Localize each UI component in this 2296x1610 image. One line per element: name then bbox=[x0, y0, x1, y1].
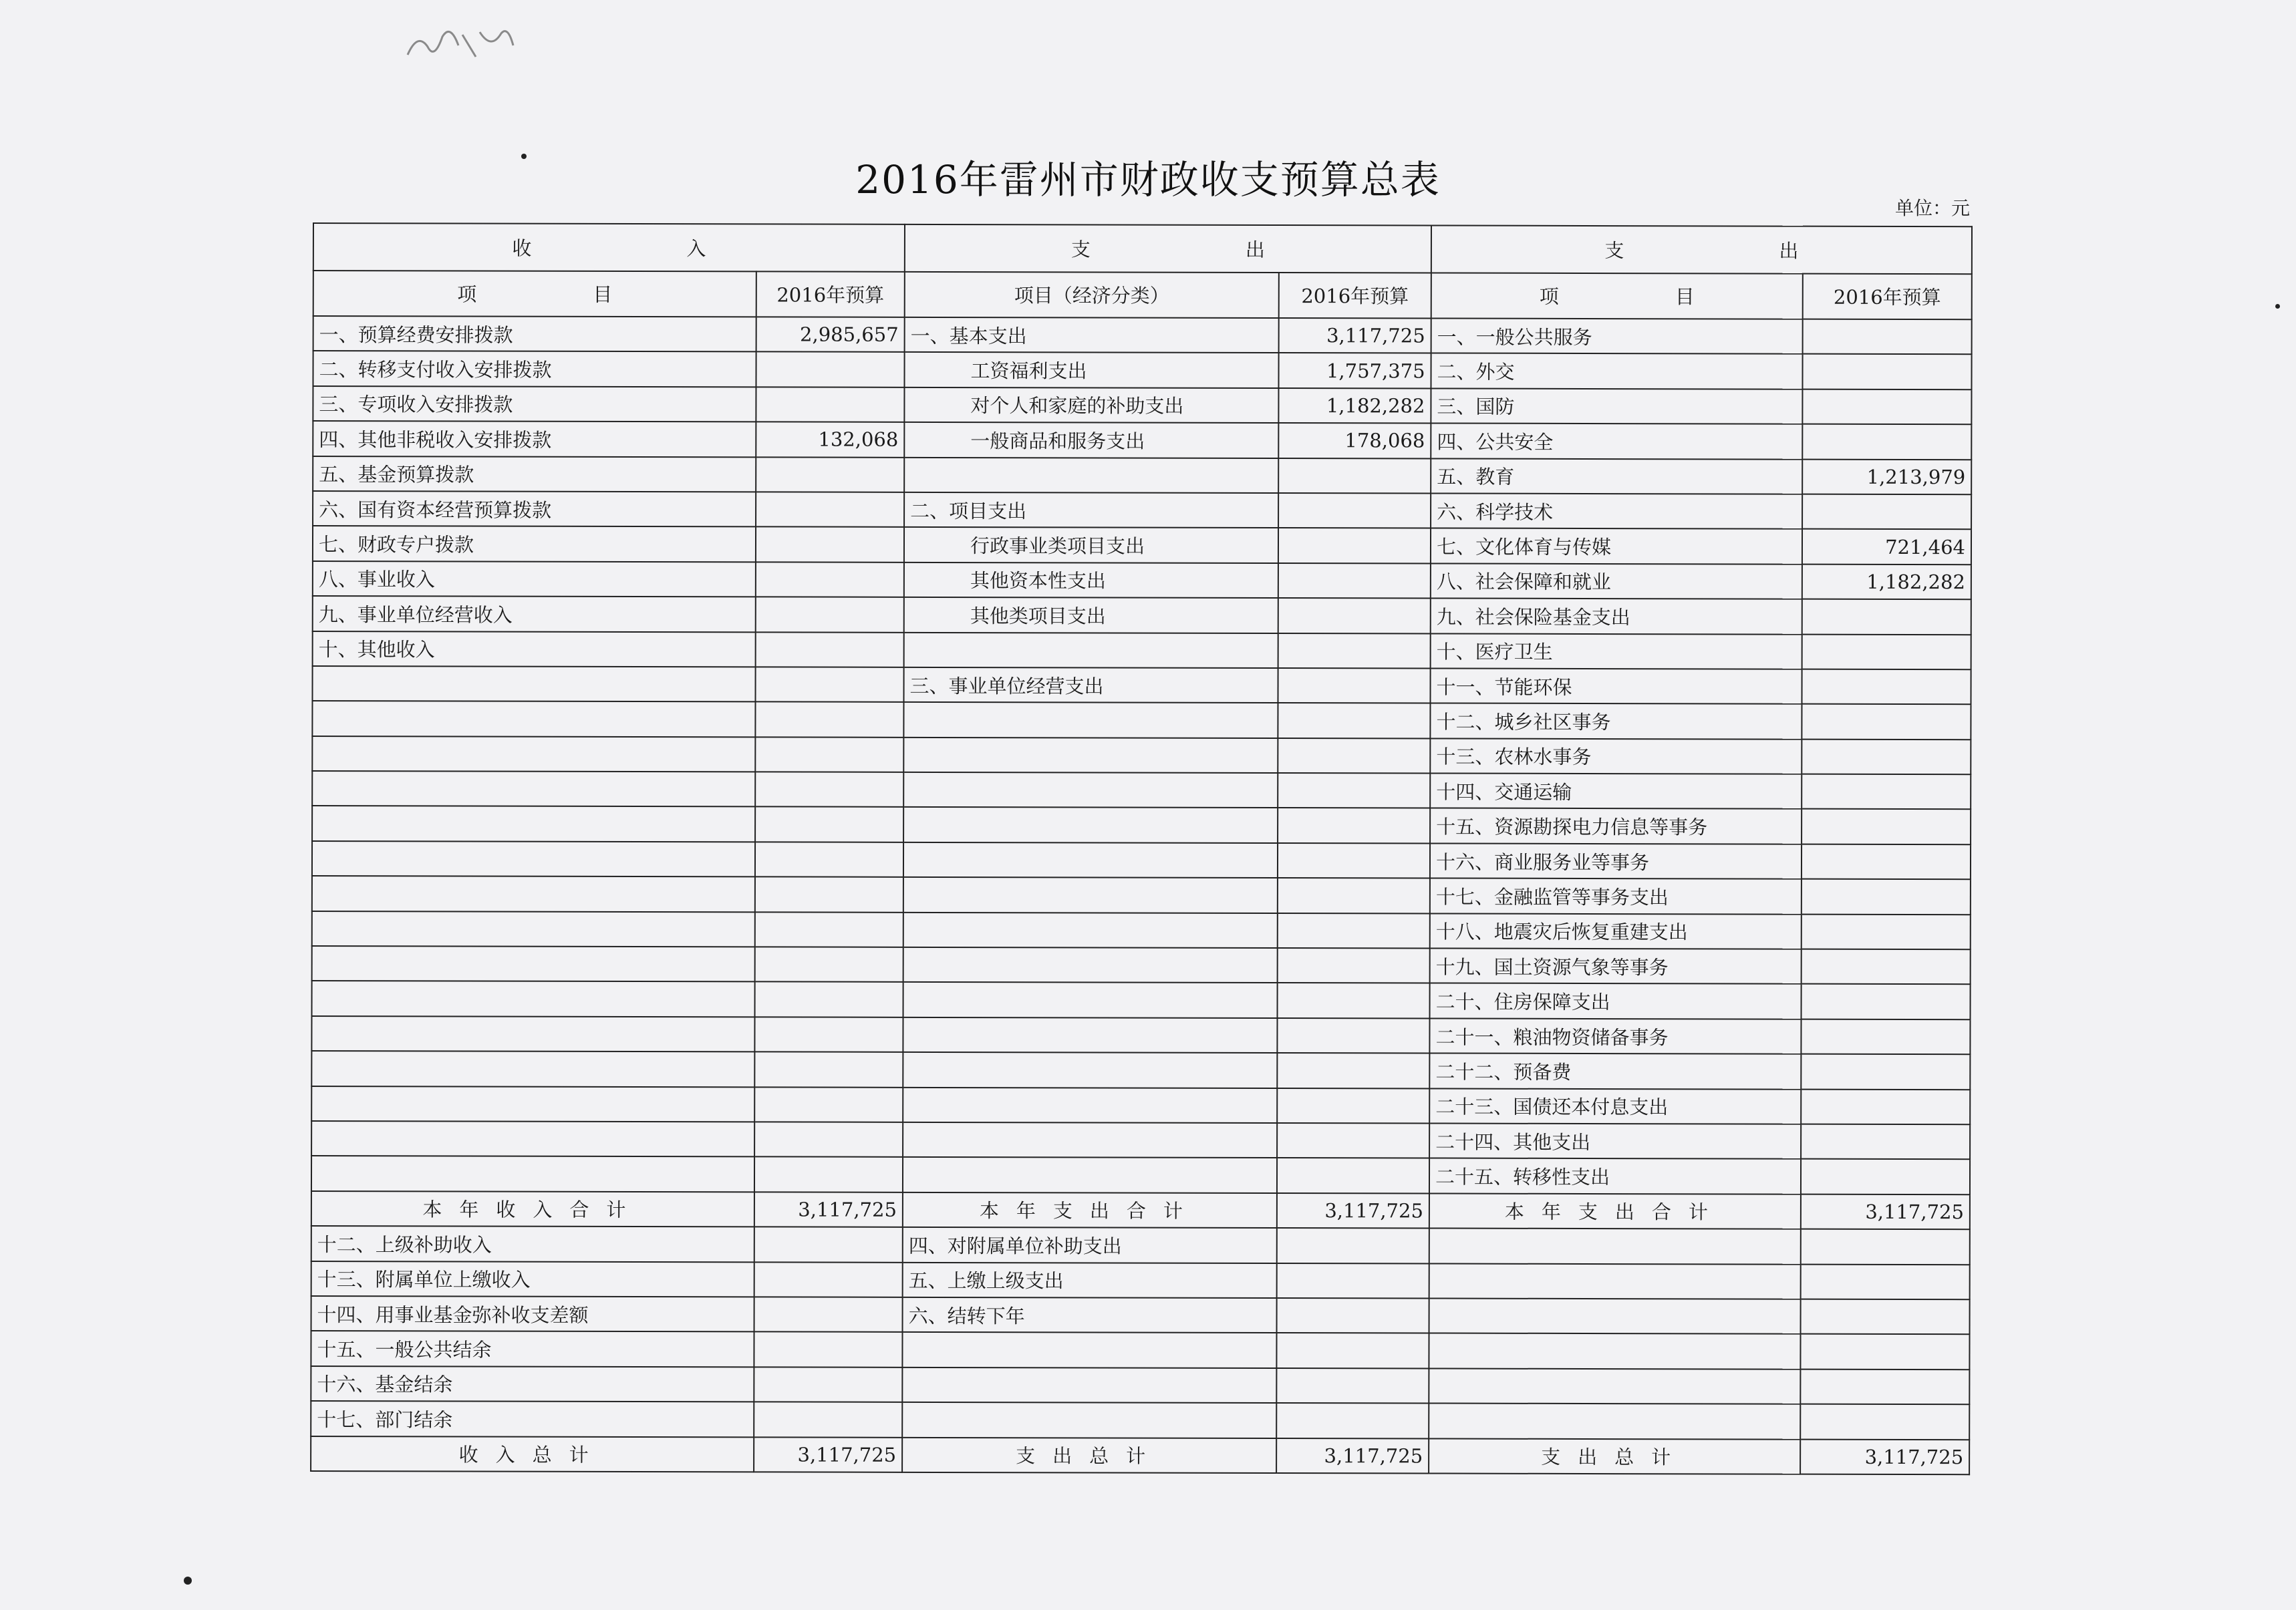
table-row bbox=[313, 421, 1971, 460]
income-item-cell: 十二、上级补助收入 bbox=[311, 1226, 754, 1262]
econ-amount-cell bbox=[1278, 983, 1430, 1018]
income-amount-cell bbox=[755, 982, 903, 1017]
table-row bbox=[312, 701, 1971, 740]
grand-expense-total-amount: 3,117,725 bbox=[1276, 1438, 1429, 1474]
econ-item-cell bbox=[903, 913, 1278, 949]
func-amount-cell bbox=[1800, 1334, 1969, 1370]
econ-amount-cell: 1,182,282 bbox=[1278, 388, 1431, 424]
econ-amount-cell bbox=[1278, 913, 1430, 949]
econ-item-cell bbox=[903, 947, 1278, 983]
income-amount-cell bbox=[754, 1017, 903, 1052]
econ-item-cell bbox=[903, 1122, 1277, 1158]
table-row bbox=[311, 1086, 1970, 1125]
income-item-cell: 三、专项收入安排拨款 bbox=[313, 386, 756, 422]
econ-item-cell: 一、基本支出 bbox=[905, 317, 1279, 353]
func-item-cell bbox=[1429, 1229, 1801, 1265]
func-item-cell: 二十四、其他支出 bbox=[1429, 1124, 1801, 1160]
econ-amount-cell bbox=[1277, 1018, 1429, 1054]
func-item-cell: 十、医疗卫生 bbox=[1431, 633, 1802, 669]
econ-item-cell bbox=[902, 1367, 1276, 1404]
table-row bbox=[312, 981, 1971, 1019]
grand-total-row bbox=[311, 1436, 1969, 1475]
handwritten-note bbox=[401, 20, 521, 67]
col-econ-amount: 2016年预算 bbox=[1279, 273, 1431, 319]
income-item-cell bbox=[312, 701, 755, 737]
income-amount-cell bbox=[756, 527, 904, 562]
grand-expense-total-label: 支出总计 bbox=[902, 1437, 1276, 1473]
econ-amount-cell bbox=[1276, 1333, 1429, 1368]
table-row bbox=[313, 456, 1971, 495]
year-income-total-amount: 3,117,725 bbox=[754, 1192, 903, 1227]
table-row bbox=[312, 946, 1971, 985]
grand-income-total-amount: 3,117,725 bbox=[754, 1437, 902, 1472]
func-amount-cell bbox=[1803, 319, 1972, 355]
table-row bbox=[311, 1226, 1970, 1265]
func-item-cell: 二十三、国债还本付息支出 bbox=[1429, 1088, 1801, 1124]
income-item-cell bbox=[312, 911, 755, 947]
func-item-cell: 六、科学技术 bbox=[1431, 493, 1802, 529]
income-item-cell: 十、其他收入 bbox=[313, 631, 756, 667]
table-row bbox=[313, 526, 1971, 565]
income-item-cell: 四、其他非税收入安排拨款 bbox=[313, 421, 756, 457]
econ-amount-cell bbox=[1277, 1263, 1429, 1299]
income-amount-cell bbox=[756, 457, 904, 492]
func-amount-cell bbox=[1801, 1019, 1970, 1054]
income-item-cell: 十三、附属单位上缴收入 bbox=[311, 1261, 754, 1297]
expense-econ-group-header: 支 出 bbox=[905, 224, 1431, 273]
expense-func-group-header: 支 出 bbox=[1431, 226, 1972, 274]
func-item-cell: 一、一般公共服务 bbox=[1431, 319, 1803, 355]
func-amount-cell bbox=[1803, 354, 1972, 389]
econ-item-cell: 六、结转下年 bbox=[903, 1297, 1277, 1333]
income-item-cell bbox=[311, 1121, 754, 1157]
income-item-cell bbox=[312, 666, 755, 702]
income-amount-cell bbox=[756, 632, 904, 667]
func-item-cell: 十一、节能环保 bbox=[1431, 668, 1802, 704]
grand-func-total-amount: 3,117,725 bbox=[1800, 1439, 1969, 1474]
income-item-cell bbox=[312, 946, 755, 982]
func-amount-cell bbox=[1802, 844, 1971, 880]
income-item-cell: 十五、一般公共结余 bbox=[311, 1331, 754, 1367]
func-amount-cell bbox=[1802, 914, 1971, 949]
econ-item-cell bbox=[903, 772, 1278, 808]
col-income-amount: 2016年预算 bbox=[756, 271, 905, 317]
econ-item-cell bbox=[903, 807, 1278, 843]
func-item-cell bbox=[1429, 1368, 1800, 1404]
income-amount-cell bbox=[754, 1052, 903, 1088]
func-item-cell: 五、教育 bbox=[1431, 458, 1802, 494]
econ-item-cell bbox=[902, 1402, 1276, 1438]
func-item-cell: 二、外交 bbox=[1431, 353, 1803, 389]
income-item-cell: 八、事业收入 bbox=[313, 561, 756, 597]
income-item-cell bbox=[311, 1086, 754, 1122]
year-total-row bbox=[311, 1191, 1970, 1230]
table-row bbox=[313, 631, 1971, 670]
econ-amount-cell bbox=[1277, 1088, 1429, 1124]
func-item-cell: 二十五、转移性支出 bbox=[1429, 1158, 1801, 1194]
income-item-cell bbox=[312, 771, 755, 807]
income-amount-cell bbox=[756, 352, 904, 387]
func-amount-cell bbox=[1802, 704, 1971, 740]
econ-amount-cell: 1,757,375 bbox=[1278, 353, 1431, 388]
func-amount-cell bbox=[1802, 879, 1971, 915]
income-amount-cell bbox=[755, 807, 903, 842]
func-amount-cell bbox=[1801, 1159, 1970, 1194]
func-amount-cell bbox=[1802, 424, 1971, 460]
econ-amount-cell bbox=[1278, 808, 1430, 844]
econ-amount-cell bbox=[1277, 1123, 1429, 1158]
econ-item-cell: 其他类项目支出 bbox=[904, 597, 1278, 633]
income-item-cell bbox=[311, 1051, 754, 1087]
income-amount-cell bbox=[755, 947, 903, 982]
func-amount-cell bbox=[1802, 774, 1971, 810]
year-func-total-amount: 3,117,725 bbox=[1801, 1194, 1970, 1229]
func-amount-cell bbox=[1802, 634, 1971, 669]
income-amount-cell: 132,068 bbox=[756, 422, 904, 458]
econ-item-cell bbox=[903, 738, 1278, 774]
econ-amount-cell bbox=[1276, 1403, 1429, 1438]
table-row bbox=[311, 1401, 1969, 1440]
table-row bbox=[312, 736, 1971, 775]
header-column-row bbox=[313, 271, 1972, 320]
econ-amount-cell bbox=[1278, 458, 1431, 494]
income-item-cell bbox=[312, 806, 755, 842]
func-item-cell: 二十、住房保障支出 bbox=[1430, 983, 1802, 1019]
col-func-amount: 2016年预算 bbox=[1803, 273, 1972, 319]
econ-amount-cell bbox=[1278, 738, 1430, 774]
income-item-cell bbox=[312, 876, 755, 912]
econ-item-cell: 三、事业单位经营支出 bbox=[904, 667, 1278, 703]
func-amount-cell bbox=[1800, 1404, 1969, 1440]
header-group-row bbox=[313, 223, 1972, 274]
econ-amount-cell bbox=[1277, 1053, 1429, 1088]
income-item-cell bbox=[312, 736, 755, 772]
income-amount-cell bbox=[755, 842, 903, 877]
income-amount-cell bbox=[755, 912, 903, 947]
scan-speck bbox=[2275, 304, 2280, 309]
econ-amount-cell bbox=[1278, 773, 1430, 808]
econ-item-cell bbox=[903, 877, 1278, 913]
grand-func-total-label: 支出总计 bbox=[1429, 1438, 1800, 1474]
func-item-cell: 七、文化体育与传媒 bbox=[1431, 528, 1802, 565]
econ-item-cell bbox=[903, 1052, 1277, 1088]
econ-amount-cell bbox=[1278, 878, 1430, 913]
income-item-cell: 五、基金预算拨款 bbox=[313, 456, 756, 492]
econ-item-cell: 对个人和家庭的补助支出 bbox=[904, 387, 1278, 424]
econ-item-cell bbox=[903, 702, 1278, 738]
income-amount-cell bbox=[754, 1087, 903, 1122]
income-amount-cell bbox=[756, 597, 904, 633]
func-amount-cell: 1,213,979 bbox=[1802, 459, 1971, 494]
func-item-cell bbox=[1429, 1263, 1801, 1299]
income-amount-cell bbox=[754, 1157, 903, 1192]
econ-item-cell bbox=[903, 1157, 1277, 1193]
econ-amount-cell: 3,117,725 bbox=[1279, 318, 1431, 353]
econ-item-cell bbox=[904, 632, 1278, 668]
income-amount-cell bbox=[754, 1402, 902, 1438]
econ-amount-cell bbox=[1276, 1368, 1429, 1404]
table-row bbox=[312, 876, 1971, 915]
table-row bbox=[311, 1261, 1970, 1300]
table-row bbox=[313, 596, 1971, 635]
income-amount-cell bbox=[754, 1227, 903, 1263]
econ-item-cell bbox=[903, 982, 1278, 1018]
econ-item-cell: 二、项目支出 bbox=[904, 492, 1278, 528]
econ-amount-cell bbox=[1278, 633, 1431, 669]
income-item-cell bbox=[312, 841, 755, 877]
income-amount-cell bbox=[754, 1297, 903, 1332]
econ-amount-cell bbox=[1277, 1298, 1429, 1333]
table-row bbox=[313, 351, 1971, 389]
table-row bbox=[312, 806, 1971, 844]
econ-amount-cell bbox=[1278, 668, 1431, 703]
func-item-cell: 十六、商业服务业等事务 bbox=[1430, 843, 1802, 879]
table-row bbox=[312, 771, 1971, 810]
income-amount-cell bbox=[755, 772, 903, 807]
econ-item-cell: 其他资本性支出 bbox=[904, 562, 1278, 599]
income-item-cell: 七、财政专户拨款 bbox=[313, 526, 756, 562]
table-row bbox=[311, 1016, 1970, 1055]
func-amount-cell bbox=[1801, 1054, 1970, 1090]
econ-item-cell bbox=[903, 842, 1278, 878]
econ-item-cell bbox=[902, 1332, 1276, 1368]
income-amount-cell bbox=[754, 1332, 902, 1367]
budget-table bbox=[310, 222, 1973, 1475]
table-row bbox=[312, 666, 1971, 705]
func-item-cell bbox=[1429, 1333, 1800, 1370]
econ-amount-cell bbox=[1278, 528, 1431, 563]
func-amount-cell: 1,182,282 bbox=[1802, 564, 1971, 599]
income-item-cell: 十六、基金结余 bbox=[311, 1366, 754, 1402]
income-amount-cell bbox=[756, 562, 904, 597]
income-group-header: 收 入 bbox=[313, 223, 905, 271]
col-income-item: 项 目 bbox=[313, 271, 756, 317]
income-item-cell: 六、国有资本经营预算拨款 bbox=[313, 491, 756, 527]
table-row bbox=[313, 386, 1971, 425]
func-amount-cell bbox=[1802, 949, 1971, 985]
func-item-cell: 十四、交通运输 bbox=[1430, 774, 1802, 810]
func-item-cell: 十三、农林水事务 bbox=[1430, 738, 1802, 774]
econ-item-cell bbox=[904, 457, 1278, 493]
func-item-cell: 十七、金融监管等事务支出 bbox=[1430, 878, 1802, 915]
income-amount-cell bbox=[755, 702, 903, 738]
income-item-cell bbox=[311, 1156, 754, 1192]
func-item-cell bbox=[1429, 1298, 1801, 1334]
income-amount-cell bbox=[755, 737, 903, 772]
func-amount-cell bbox=[1802, 739, 1971, 774]
econ-item-cell bbox=[903, 1087, 1277, 1123]
col-func-item: 项 目 bbox=[1431, 273, 1803, 319]
income-item-cell: 十四、用事业基金弥补收支差额 bbox=[311, 1296, 754, 1332]
table-row bbox=[311, 1331, 1969, 1370]
econ-amount-cell bbox=[1277, 1158, 1429, 1193]
econ-item-cell: 四、对附属单位补助支出 bbox=[903, 1227, 1277, 1263]
table-row bbox=[311, 1051, 1970, 1090]
year-expense-total-label: 本年支出合计 bbox=[903, 1192, 1277, 1229]
income-item-cell: 二、转移支付收入安排拨款 bbox=[313, 351, 756, 387]
func-amount-cell bbox=[1802, 494, 1971, 530]
col-econ-item: 项目（经济分类） bbox=[905, 271, 1279, 318]
table-row bbox=[311, 1121, 1970, 1160]
func-amount-cell bbox=[1801, 1229, 1970, 1265]
func-item-cell: 二十一、粮油物资储备事务 bbox=[1429, 1018, 1801, 1054]
income-item-cell: 一、预算经费安排拨款 bbox=[313, 316, 756, 352]
func-amount-cell bbox=[1802, 984, 1971, 1019]
year-func-total-label: 本年支出合计 bbox=[1429, 1193, 1801, 1229]
income-amount-cell bbox=[756, 492, 904, 527]
func-item-cell: 三、国防 bbox=[1431, 388, 1802, 424]
income-amount-cell bbox=[754, 1262, 903, 1297]
func-amount-cell bbox=[1802, 389, 1971, 424]
income-item-cell bbox=[311, 1016, 754, 1052]
econ-amount-cell bbox=[1278, 598, 1431, 633]
econ-item-cell: 行政事业类项目支出 bbox=[904, 527, 1278, 563]
unit-label: 单位：元 bbox=[1894, 197, 1970, 219]
income-amount-cell bbox=[754, 1122, 903, 1157]
scan-speck bbox=[521, 154, 527, 159]
func-amount-cell bbox=[1801, 1299, 1970, 1335]
func-item-cell: 八、社会保障和就业 bbox=[1431, 563, 1802, 599]
income-amount-cell bbox=[755, 667, 903, 702]
grand-income-total-label: 收入总计 bbox=[311, 1436, 754, 1472]
func-amount-cell bbox=[1800, 1369, 1969, 1404]
table-row bbox=[311, 1156, 1970, 1194]
func-amount-cell: 721,464 bbox=[1802, 529, 1971, 565]
table-row bbox=[313, 491, 1971, 530]
table-row bbox=[311, 1296, 1970, 1335]
table-row bbox=[312, 841, 1971, 880]
table-row bbox=[313, 316, 1972, 355]
func-amount-cell bbox=[1801, 1089, 1970, 1124]
econ-item-cell: 工资福利支出 bbox=[905, 352, 1279, 388]
func-item-cell: 十九、国土资源气象等事务 bbox=[1430, 949, 1802, 985]
income-item-cell: 十七、部门结余 bbox=[311, 1401, 754, 1437]
page-title: 2016年雷州市财政收支预算总表 bbox=[855, 157, 1441, 202]
year-income-total-label: 本年收入合计 bbox=[311, 1191, 754, 1227]
func-item-cell: 二十二、预备费 bbox=[1429, 1054, 1801, 1090]
table-row bbox=[311, 1366, 1969, 1405]
econ-amount-cell bbox=[1278, 703, 1430, 738]
econ-amount-cell: 178,068 bbox=[1278, 423, 1431, 458]
table-row bbox=[312, 911, 1971, 950]
scan-speck bbox=[184, 1577, 192, 1585]
income-amount-cell: 2,985,657 bbox=[756, 317, 905, 352]
func-amount-cell bbox=[1802, 669, 1971, 705]
econ-item-cell: 五、上缴上级支出 bbox=[903, 1262, 1277, 1298]
func-amount-cell bbox=[1802, 599, 1971, 635]
econ-amount-cell bbox=[1278, 843, 1430, 878]
income-item-cell bbox=[312, 981, 755, 1017]
income-item-cell: 九、事业单位经营收入 bbox=[313, 596, 756, 632]
func-amount-cell bbox=[1801, 1124, 1970, 1160]
func-item-cell: 十五、资源勘探电力信息等事务 bbox=[1430, 808, 1802, 844]
econ-amount-cell bbox=[1278, 948, 1430, 983]
func-amount-cell bbox=[1801, 1264, 1970, 1299]
func-item-cell: 十八、地震灾后恢复重建支出 bbox=[1430, 913, 1802, 949]
year-expense-total-amount: 3,117,725 bbox=[1277, 1193, 1429, 1229]
econ-amount-cell bbox=[1277, 1228, 1429, 1263]
func-item-cell: 四、公共安全 bbox=[1431, 424, 1802, 460]
income-amount-cell bbox=[755, 877, 903, 913]
income-amount-cell bbox=[756, 387, 904, 422]
func-item-cell: 九、社会保险基金支出 bbox=[1431, 599, 1802, 635]
econ-item-cell bbox=[903, 1017, 1277, 1054]
income-amount-cell bbox=[754, 1367, 902, 1402]
func-item-cell bbox=[1429, 1404, 1800, 1440]
econ-amount-cell bbox=[1278, 493, 1431, 528]
func-item-cell: 十二、城乡社区事务 bbox=[1430, 703, 1802, 740]
econ-item-cell: 一般商品和服务支出 bbox=[904, 422, 1278, 458]
table-row bbox=[313, 561, 1971, 600]
func-amount-cell bbox=[1802, 809, 1971, 844]
econ-amount-cell bbox=[1278, 563, 1431, 599]
